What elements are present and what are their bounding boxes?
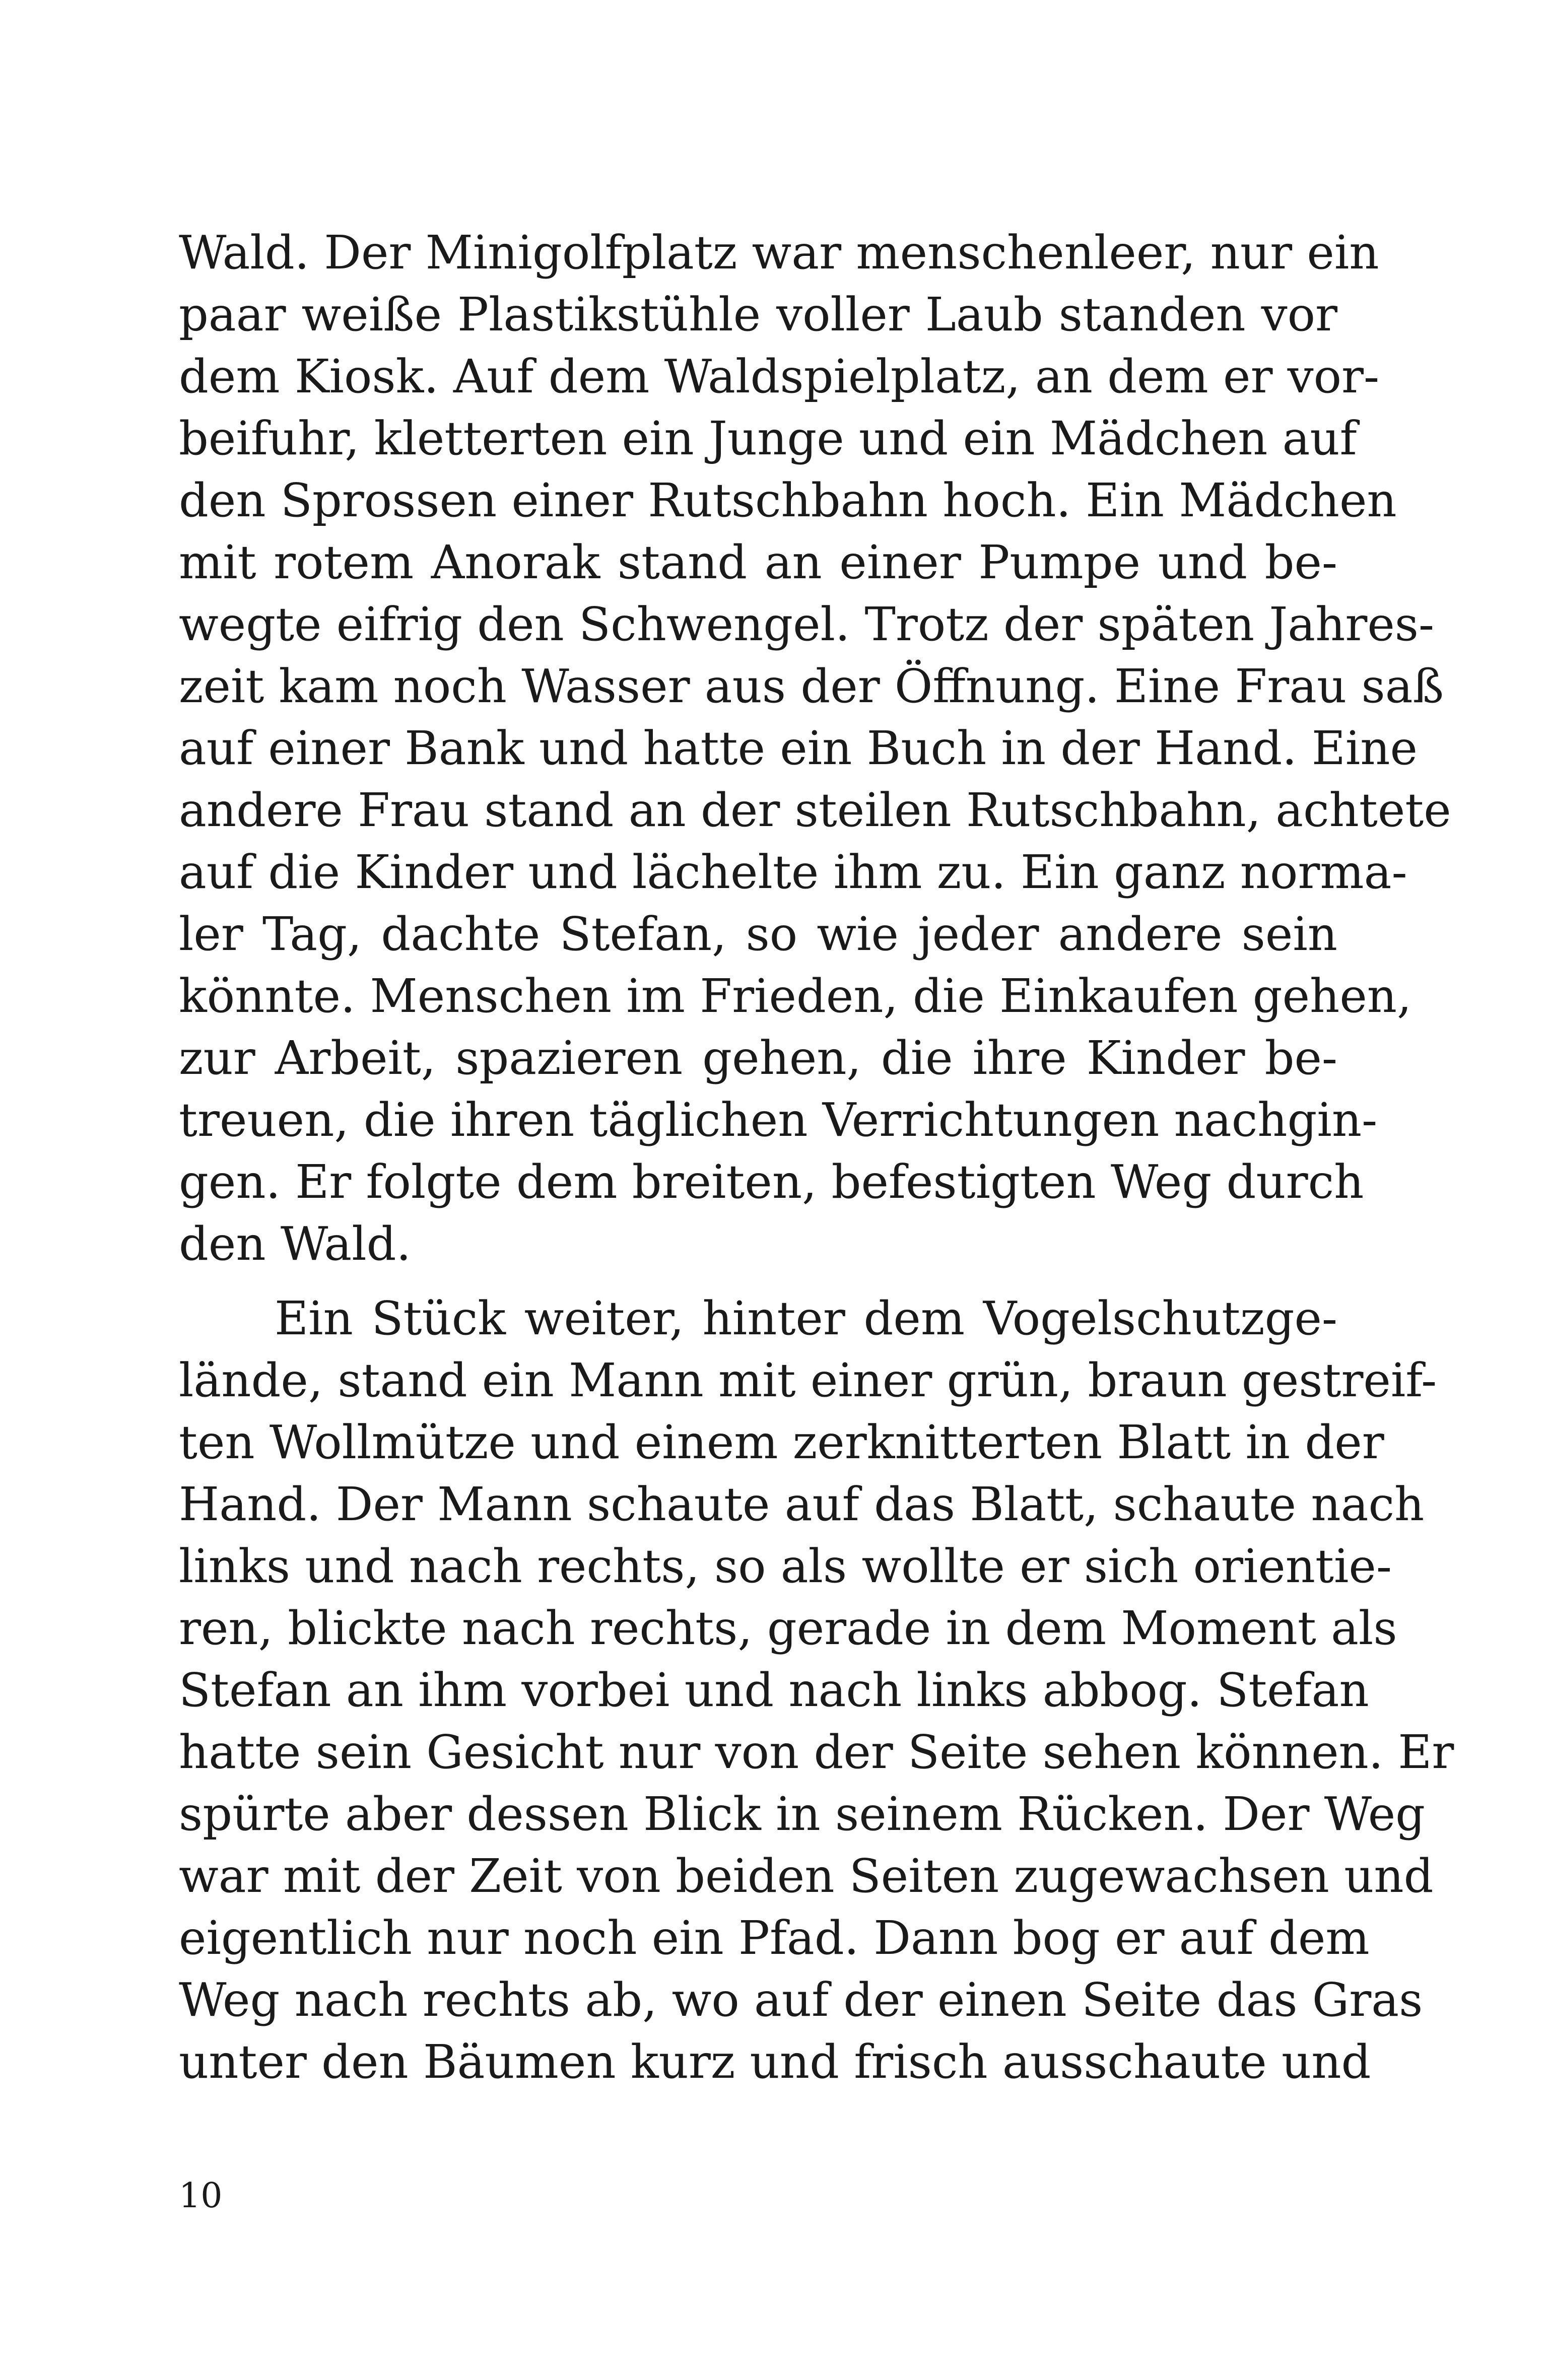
text-line: dem Kiosk. Auf dem Waldspielplatz, an dem er vor- <box>179 350 1380 403</box>
paragraph-2 <box>179 1287 1454 2093</box>
text-line: Weg nach rechts ab, wo auf der einen Seite das Gras <box>179 1973 1423 2027</box>
text-line: ren, blickte nach rechts, gerade in dem Moment als <box>179 1601 1397 1655</box>
text-line: auf einer Bank und hatte ein Buch in der Hand. Eine <box>179 721 1418 775</box>
text-line: mit rotem Anorak stand an einer Pumpe und be- <box>179 535 1337 589</box>
paragraph-gap <box>179 1275 1337 1287</box>
text-line: zeit kam noch Wasser aus der Öffnung. Eine Frau saß <box>179 659 1444 713</box>
text-line: den Sprossen einer Rutschbahn hoch. Ein Mädchen <box>179 473 1397 527</box>
text-line: ten Wollmütze und einem zerknitterten Blatt in der <box>179 1415 1384 1469</box>
paragraph-1 <box>179 222 1451 1275</box>
text-line: hatte sein Gesicht nur von der Seite sehen können. Er <box>179 1725 1454 1779</box>
text-line: treuen, die ihren täglichen Verrichtungen nachgin- <box>179 1093 1378 1147</box>
text-line: Wald. Der Minigolfplatz war menschenleer, nur ein <box>179 226 1379 280</box>
text-line: den Wald. <box>179 1217 411 1271</box>
text-line: zur Arbeit, spazieren gehen, die ihre Kinder be- <box>179 1031 1337 1085</box>
text-line: ler Tag, dachte Stefan, so wie jeder andere sein <box>179 907 1337 961</box>
text-line: Stefan an ihm vorbei und nach links abbog. Stefan <box>179 1663 1369 1717</box>
text-line: spürte aber dessen Blick in seinem Rücken. Der Weg <box>179 1787 1426 1841</box>
text-line: war mit der Zeit von beiden Seiten zugewachsen und <box>179 1849 1434 1903</box>
text-line: unter den Bäumen kurz und frisch ausschaute und <box>179 2035 1371 2089</box>
text-line: links und nach rechts, so als wollte er sich orientie- <box>179 1539 1392 1593</box>
text-line: paar weiße Plastikstühle voller Laub standen vor <box>179 288 1337 342</box>
text-line: lände, stand ein Mann mit einer grün, braun gestreif- <box>179 1353 1437 1407</box>
text-line: Hand. Der Mann schaute auf das Blatt, schaute nach <box>179 1477 1425 1531</box>
text-line: Ein Stück weiter, hinter dem Vogelschutzge- <box>275 1291 1337 1345</box>
body-text <box>179 222 1454 2093</box>
text-line: beifuhr, kletterten ein Junge und ein Mädchen auf <box>179 412 1357 465</box>
text-line: wegte eifrig den Schwengel. Trotz der späten Jahres- <box>179 597 1435 651</box>
text-line: auf die Kinder und lächelte ihm zu. Ein ganz norma- <box>179 845 1407 899</box>
text-line: könnte. Menschen im Frieden, die Einkaufen gehen, <box>179 969 1412 1023</box>
page-number: 10 <box>179 2176 223 2216</box>
text-line: andere Frau stand an der steilen Rutschbahn, achtete <box>179 783 1451 837</box>
text-line: gen. Er folgte dem breiten, befestigten Weg durch <box>179 1155 1364 1209</box>
text-line: eigentlich nur noch ein Pfad. Dann bog er auf dem <box>179 1911 1370 1965</box>
